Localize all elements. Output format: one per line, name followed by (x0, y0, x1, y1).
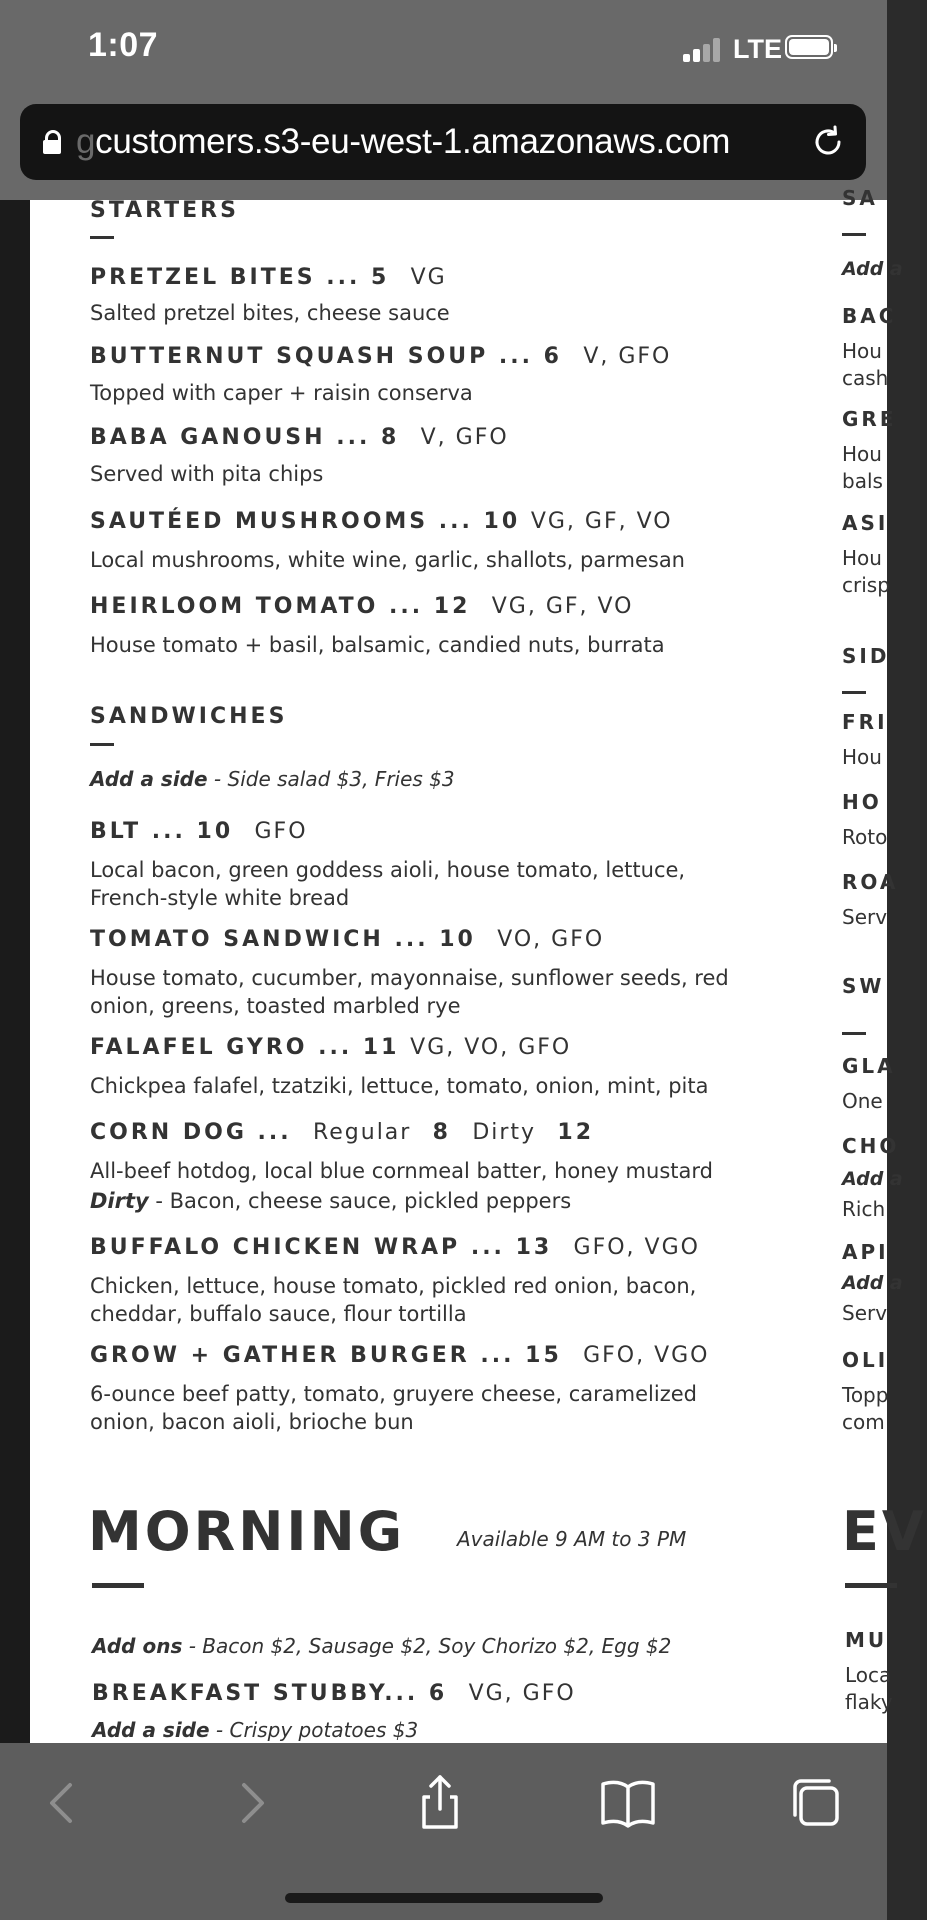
menu-item-name: PRETZEL BITES ... 5 VG (90, 265, 447, 290)
menu-item-name: SAUTÉED MUSHROOMS ... 10 VG, GF, VO (90, 509, 673, 534)
right-col-text: Hou (842, 442, 882, 466)
menu-item-name: BLT ... 10 GFO (90, 819, 308, 844)
right-col-text: com (842, 1410, 885, 1434)
menu-item-desc: onion, greens, toasted marbled rye (90, 994, 461, 1018)
right-col-text: Add a (842, 258, 903, 280)
menu-item-desc: Salted pretzel bites, cheese sauce (90, 301, 450, 325)
right-col-text: Rich (842, 1197, 886, 1221)
home-indicator[interactable] (285, 1893, 603, 1903)
right-col-text: flaky (845, 1690, 893, 1714)
section-divider (90, 236, 114, 239)
right-col-text: FRI (842, 710, 888, 734)
menu-item-desc: onion, bacon aioli, brioche bun (90, 1410, 414, 1434)
right-col-heading: SID (842, 644, 890, 668)
battery-icon (785, 35, 833, 59)
menu-item-desc: Local bacon, green goddess aioli, house tomato, lettuce, (90, 858, 686, 882)
right-col-text: OLI (842, 1348, 889, 1372)
section-divider (842, 233, 866, 236)
page-left-edge (0, 200, 30, 1743)
add-side-note: Add a side - Crispy potatoes $3 (92, 1718, 419, 1742)
right-col-text: CHO (842, 1134, 900, 1158)
menu-item-desc: Dirty - Bacon, cheese sauce, pickled peppers (90, 1189, 572, 1213)
menu-item-desc: French-style white bread (90, 886, 350, 910)
right-col-text: BAC (842, 304, 897, 328)
section-divider (92, 1583, 144, 1588)
section-divider (90, 743, 114, 746)
add-ons-note: Add ons - Bacon $2, Sausage $2, Soy Chorizo $2, Egg $2 (92, 1634, 672, 1658)
right-col-text: crisp (842, 573, 890, 597)
menu-item-name: FALAFEL GYRO ... 11 VG, VO, GFO (90, 1035, 572, 1060)
menu-item-name: BUFFALO CHICKEN WRAP ... 13 GFO, VGO (90, 1235, 700, 1260)
share-icon[interactable] (410, 1773, 470, 1833)
right-col-heading: EV (842, 1500, 927, 1563)
add-side-note: Add a side - Side salad $3, Fries $3 (90, 767, 455, 791)
right-col-text: Hou (842, 339, 882, 363)
address-bar[interactable] (20, 104, 866, 180)
menu-item-name: BREAKFAST STUBBY... 6 VG, GFO (92, 1681, 576, 1706)
right-col-text: ASI (842, 511, 889, 535)
menu-item-desc: Chicken, lettuce, house tomato, pickled red onion, bacon, (90, 1274, 697, 1298)
menu-item-name: BUTTERNUT SQUASH SOUP ... 6 V, GFO (90, 344, 672, 369)
menu-item-desc: House tomato, cucumber, mayonnaise, sunflower seeds, red (90, 966, 729, 990)
right-col-text: Loca (845, 1663, 892, 1687)
section-starters-heading: STARTERS (90, 198, 239, 223)
right-col-text: MU (845, 1628, 888, 1652)
browser-toolbar (0, 1743, 887, 1920)
right-col-text: Add a (842, 1272, 903, 1294)
right-col-text: Add a (842, 1168, 903, 1190)
section-divider (842, 691, 866, 694)
menu-item-name: HEIRLOOM TOMATO ... 12 VG, GF, VO (90, 594, 634, 619)
network-type: LTE (733, 34, 782, 64)
menu-item-desc: Chickpea falafel, tzatziki, lettuce, tomato, onion, mint, pita (90, 1074, 709, 1098)
right-col-heading: SW (842, 974, 885, 998)
cellular-signal-icon (683, 38, 725, 62)
section-morning-heading: MORNING (88, 1500, 406, 1563)
menu-item-name: GROW + GATHER BURGER ... 15 GFO, VGO (90, 1343, 710, 1368)
menu-item-name: TOMATO SANDWICH ... 10 VO, GFO (90, 927, 605, 952)
forward-icon[interactable] (222, 1773, 282, 1833)
right-col-text: GLA (842, 1054, 896, 1078)
right-col-heading: SA (842, 186, 878, 210)
right-col-text: API (842, 1240, 889, 1264)
right-col-text: GRE (842, 407, 897, 431)
right-col-text: HO (842, 790, 882, 814)
menu-page[interactable] (0, 186, 927, 1743)
menu-item-desc: cheddar, buffalo sauce, flour tortilla (90, 1302, 467, 1326)
right-col-text: Serv (842, 1301, 888, 1325)
right-col-text: Roto (842, 825, 888, 849)
reload-icon[interactable] (810, 124, 846, 160)
section-sandwiches-heading: SANDWICHES (90, 704, 288, 729)
menu-item-desc: Topped with caper + raisin conserva (90, 381, 473, 405)
right-col-text: Topp (842, 1383, 889, 1407)
lock-icon (43, 130, 61, 154)
right-col-text: ROA (842, 870, 899, 894)
menu-item-name: BABA GANOUSH ... 8 V, GFO (90, 425, 509, 450)
menu-item-desc: All-beef hotdog, local blue cornmeal batter, honey mustard (90, 1159, 713, 1183)
section-divider (845, 1583, 897, 1588)
menu-item-desc: 6-ounce beef patty, tomato, gruyere cheese, caramelized (90, 1382, 697, 1406)
bookmarks-icon[interactable] (598, 1773, 658, 1833)
menu-item-name: CORN DOG ... Regular 8 Dirty 12 (90, 1120, 595, 1145)
availability-note: Available 9 AM to 3 PM (457, 1527, 687, 1551)
right-col-text: One (842, 1089, 883, 1113)
right-col-text: cash (842, 366, 889, 390)
url-text[interactable]: gcustomers.s3-eu-west-1.amazonaws.com (76, 122, 731, 161)
browser-address-area (0, 100, 887, 200)
right-col-text: Serv (842, 905, 888, 929)
tabs-icon[interactable] (786, 1773, 846, 1833)
menu-item-desc: House tomato + basil, balsamic, candied nuts, burrata (90, 633, 665, 657)
right-col-text: Hou (842, 745, 882, 769)
status-bar (0, 0, 887, 100)
menu-item-desc: Served with pita chips (90, 462, 324, 486)
back-icon[interactable] (32, 1773, 92, 1833)
right-col-text: Hou (842, 546, 882, 570)
right-col-text: bals (842, 469, 883, 493)
section-divider (842, 1032, 866, 1035)
menu-item-desc: Local mushrooms, white wine, garlic, shallots, parmesan (90, 548, 685, 572)
clock: 1:07 (88, 26, 159, 64)
